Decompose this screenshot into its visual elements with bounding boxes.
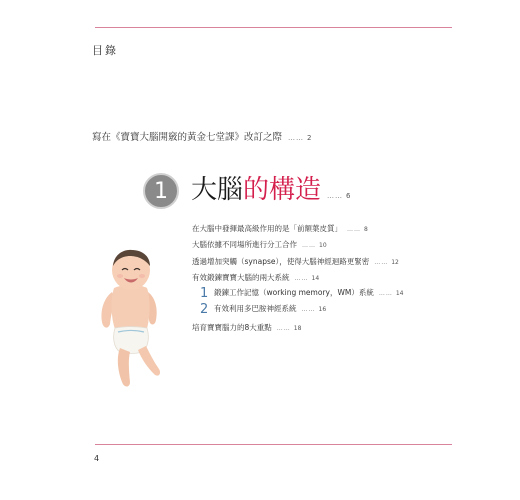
preface-page: 2 bbox=[307, 134, 312, 142]
toc-entry-dots: …… bbox=[276, 325, 291, 332]
toc-subentry[interactable] bbox=[200, 286, 404, 301]
toc-entry-text: 在大腦中發揮最高級作用的是「前額葉皮質」 bbox=[192, 224, 342, 233]
toc-entry[interactable] bbox=[192, 272, 319, 283]
subentry-text: 鍛鍊工作記憶（working memory，WM）系統 bbox=[214, 288, 374, 297]
subentry-page: 14 bbox=[395, 290, 404, 297]
toc-entry-dots: …… bbox=[294, 275, 309, 282]
bottom-rule bbox=[95, 444, 452, 445]
toc-entry-dots: …… bbox=[374, 259, 389, 266]
toc-entry-text: 透過增加突觸（synapse），使得大腦神經迴路更緊密 bbox=[192, 257, 370, 266]
toc-entry-dots: …… bbox=[347, 226, 361, 233]
chapter-title-part2: 的構造 bbox=[243, 175, 322, 205]
toc-entry-page: 14 bbox=[311, 275, 320, 282]
chapter-dots: …… bbox=[327, 192, 344, 200]
toc-heading: 目錄 bbox=[92, 44, 118, 57]
toc-entry-page: 10 bbox=[319, 242, 327, 249]
toc-entry-text: 大腦依據不同場所進行分工合作 bbox=[192, 240, 297, 249]
toc-entry[interactable] bbox=[192, 322, 301, 333]
top-rule bbox=[95, 27, 452, 28]
chapter-number-badge: 1 bbox=[143, 173, 179, 209]
toc-subentry[interactable] bbox=[200, 302, 326, 317]
subentry-dots: …… bbox=[301, 306, 316, 313]
page-number: 4 bbox=[94, 454, 100, 463]
preface-title: 寫在《寶寶大腦開竅的黃金七堂課》改訂之際 bbox=[92, 132, 283, 143]
subentry-dots: …… bbox=[378, 290, 393, 297]
toc-entry[interactable] bbox=[192, 223, 368, 234]
toc-entry-page: 12 bbox=[391, 259, 399, 266]
baby-photo-icon bbox=[98, 248, 164, 394]
preface-entry[interactable] bbox=[92, 129, 311, 143]
toc-entry[interactable] bbox=[192, 256, 399, 267]
toc-entry[interactable] bbox=[192, 239, 327, 250]
subentry-number: 2 bbox=[200, 302, 209, 317]
preface-dots: …… bbox=[288, 134, 305, 142]
toc-entry-page: 8 bbox=[364, 226, 368, 233]
toc-entry-dots: …… bbox=[302, 242, 316, 249]
toc-entry-text: 培育寶寶腦力的8大重點 bbox=[192, 323, 272, 332]
toc-entry-page: 18 bbox=[293, 325, 302, 332]
chapter-page: 6 bbox=[346, 192, 351, 200]
subentry-text: 有效利用多巴胺神經系統 bbox=[214, 304, 297, 313]
subentry-number: 1 bbox=[200, 286, 209, 301]
subentry-page: 16 bbox=[318, 306, 327, 313]
chapter-title-part1: 大腦 bbox=[191, 175, 244, 205]
toc-entry-text: 有效鍛鍊寶寶大腦的兩大系統 bbox=[192, 273, 290, 282]
chapter-title[interactable] bbox=[191, 174, 351, 212]
